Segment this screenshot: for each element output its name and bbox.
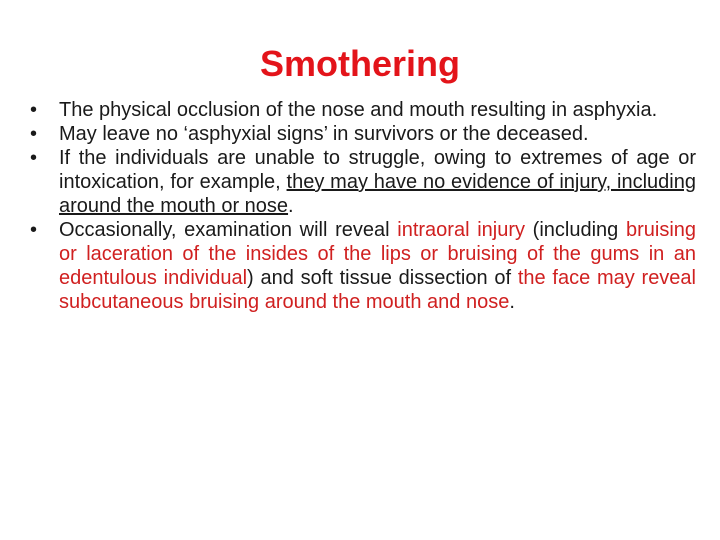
bullet-text: If the individuals are unable to struggle, owing to extremes of age or intoxication, for example, bbox=[59, 147, 696, 193]
underlined-text: they may have no evidence of injury, including around the mouth or nose bbox=[59, 171, 696, 217]
bullet-icon: • bbox=[30, 123, 38, 145]
bullet-icon: • bbox=[30, 147, 38, 169]
bullet-text: . bbox=[509, 291, 515, 313]
highlighted-text: intraoral injury bbox=[397, 219, 525, 241]
bullet-item bbox=[30, 98, 696, 122]
bullet-list bbox=[30, 98, 696, 314]
bullet-text: . bbox=[288, 195, 294, 217]
bullet-text: ) and soft tissue dissection of bbox=[247, 267, 518, 289]
bullet-item bbox=[30, 146, 696, 218]
bullet-text: (including bbox=[525, 219, 626, 241]
bullet-icon: • bbox=[30, 219, 38, 241]
bullet-text: May leave no ‘asphyxial signs’ in survivors or the deceased. bbox=[59, 123, 589, 145]
bullet-item bbox=[30, 218, 696, 314]
slide-title: Smothering bbox=[259, 43, 460, 84]
bullet-item bbox=[30, 122, 696, 146]
highlighted-text: the face may reveal subcutaneous bruising around the mouth and nose bbox=[59, 267, 696, 313]
bullet-text: The physical occlusion of the nose and mouth resulting in asphyxia. bbox=[59, 99, 658, 121]
highlighted-text: bruising or laceration of the insides of the lips or bruising of the gums in an edentulous individual bbox=[59, 219, 697, 289]
bullet-text: Occasionally, examination will reveal bbox=[59, 219, 398, 241]
bullet-icon: • bbox=[30, 99, 38, 121]
